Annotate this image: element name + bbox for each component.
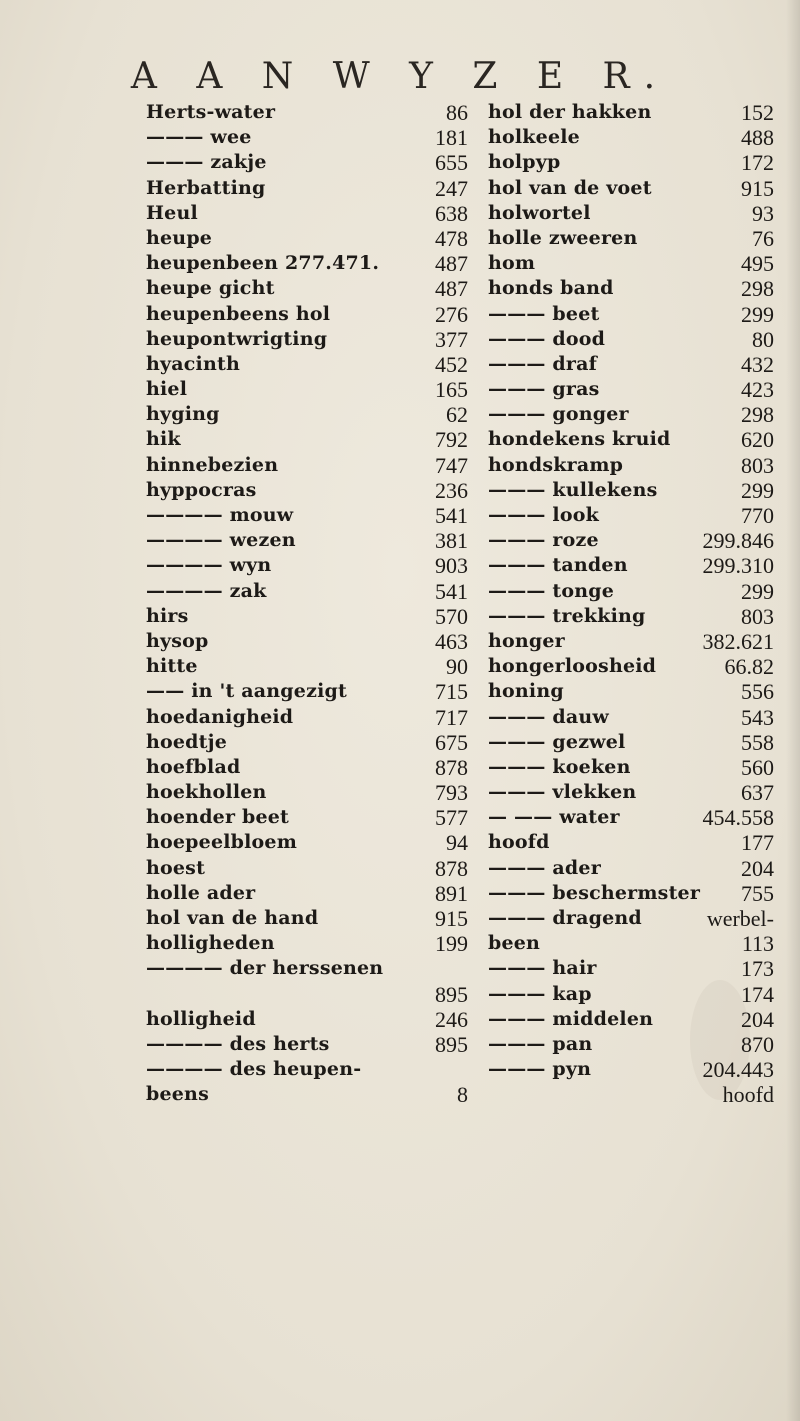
page-reference: 452 [435, 351, 468, 377]
index-entry [146, 201, 476, 226]
index-term: Herbatting [146, 176, 266, 199]
page-reference: 152 [741, 100, 774, 125]
index-term: — —— water [488, 806, 620, 829]
index-entry [488, 881, 788, 906]
page-reference: 915 [435, 906, 468, 931]
page-reference: 463 [435, 628, 468, 654]
page-reference: 181 [435, 125, 468, 151]
page-reference: 236 [435, 477, 468, 503]
page-reference: werbel- [706, 906, 774, 931]
page-reference: 541 [435, 503, 468, 528]
index-term: heupontwrigting [146, 327, 328, 350]
index-term: ———— wezen [146, 529, 296, 552]
index-entry [146, 805, 476, 830]
index-entry [146, 956, 476, 981]
spine-shadow [786, 0, 800, 1421]
index-term: ——— zakje [146, 151, 267, 174]
index-term: heupenbeen 277.471. [146, 252, 380, 275]
index-entry [146, 302, 476, 327]
index-entry [146, 1032, 476, 1057]
page-reference: 298 [741, 276, 774, 302]
index-entry [488, 604, 788, 629]
index-entry [488, 553, 788, 578]
index-term: hysop [146, 629, 209, 652]
index-entry [146, 730, 476, 755]
page-reference: 423 [741, 377, 774, 403]
index-term: ——— hair [488, 957, 597, 980]
index-term: ——— koeken [488, 755, 631, 778]
index-term: ——— ader [488, 856, 601, 879]
index-entry [146, 176, 476, 201]
index-entry [146, 251, 476, 276]
index-term: ——— beet [488, 302, 600, 325]
index-term: hoender beet [146, 806, 290, 829]
index-term: been [488, 932, 541, 955]
index-entry [146, 553, 476, 578]
index-entry [488, 1057, 788, 1082]
page-reference: 878 [435, 754, 468, 780]
page-reference: 638 [435, 200, 468, 226]
index-term: ——— tonge [488, 579, 615, 602]
index-entry [146, 755, 476, 780]
index-entry [488, 201, 788, 226]
index-term: heupe gicht [146, 277, 275, 300]
index-entry [488, 1007, 788, 1032]
index-entry [146, 478, 476, 503]
page-reference: 93 [752, 200, 774, 226]
index-entry [488, 579, 788, 604]
page-reference: 577 [435, 805, 468, 831]
page-reference: 172 [741, 150, 774, 176]
index-entry [146, 579, 476, 604]
page-reference: 570 [435, 603, 468, 629]
index-term: hik [146, 428, 181, 451]
index-entry [488, 478, 788, 503]
index-entry [146, 100, 476, 125]
page-reference: 803 [741, 603, 774, 629]
index-entry [146, 1082, 476, 1107]
page-reference: 793 [435, 780, 468, 806]
index-entry [488, 226, 788, 251]
index-term: hoofd [488, 831, 550, 854]
index-term: honger [488, 629, 565, 652]
page-reference: 173 [741, 956, 774, 982]
index-term: Heul [146, 201, 198, 224]
index-column-left [146, 100, 476, 1108]
index-term: Herts-water [146, 101, 276, 123]
index-entry [146, 1057, 476, 1082]
index-term: heupenbeens hol [146, 302, 331, 325]
page-reference: 377 [435, 326, 468, 352]
index-term: ——— tanden [488, 554, 628, 577]
index-entry [488, 730, 788, 755]
index-term: ——— vlekken [488, 781, 637, 804]
page-reference: 803 [741, 452, 774, 478]
index-entry [146, 830, 476, 855]
index-term: hol van de hand [146, 907, 319, 929]
page-reference: 637 [741, 780, 774, 806]
index-entry [146, 982, 476, 1007]
index-entry [146, 377, 476, 402]
page-reference: 432 [741, 351, 774, 377]
page-reference: 560 [741, 754, 774, 780]
index-term: ——— roze [488, 529, 599, 552]
page-reference: 478 [435, 225, 468, 251]
index-entry [488, 402, 788, 427]
index-entry [488, 629, 788, 654]
index-term: hongerloosheid [488, 655, 657, 678]
page-reference: hoofd [722, 1082, 774, 1108]
index-term: ——— look [488, 504, 599, 526]
index-term: hondekens kruid [488, 428, 671, 451]
page-reference: 870 [741, 1031, 774, 1057]
index-column-right [488, 100, 788, 1108]
page-reference: 165 [435, 377, 468, 403]
index-entry [146, 881, 476, 906]
index-term: ——— trekking [488, 604, 646, 627]
index-entry [146, 654, 476, 679]
index-term: ———— des herts [146, 1032, 330, 1055]
index-entry [488, 956, 788, 981]
page-reference: 298 [741, 402, 774, 428]
index-term: holle zweeren [488, 226, 638, 249]
index-entry [488, 327, 788, 352]
page-reference: 382.621 [702, 628, 774, 654]
index-entry [488, 755, 788, 780]
page-reference: 8 [457, 1082, 468, 1108]
page-reference: 895 [435, 1031, 468, 1057]
index-term: ——— wee [146, 126, 252, 149]
page-reference: 113 [741, 931, 774, 957]
index-term: ——— pyn [488, 1058, 592, 1081]
index-entry [146, 705, 476, 730]
index-term: holligheid [146, 1007, 256, 1030]
page-reference: 80 [752, 326, 774, 352]
page-reference: 90 [446, 654, 468, 680]
index-entry [146, 150, 476, 175]
index-entry [146, 906, 476, 931]
page-reference: 487 [435, 276, 468, 302]
page-reference: 541 [435, 578, 468, 604]
index-entry [146, 780, 476, 805]
index-term: holpyp [488, 151, 561, 174]
page-reference: 204 [741, 855, 774, 881]
index-entry [146, 125, 476, 150]
index-term: honds band [488, 277, 614, 300]
index-term: hoepeelbloem [146, 831, 298, 854]
index-entry [146, 604, 476, 629]
page-reference: 558 [741, 729, 774, 755]
index-entry [488, 982, 788, 1007]
index-entry [146, 352, 476, 377]
index-entry [146, 1007, 476, 1032]
page-reference: 895 [435, 981, 468, 1007]
index-entry [146, 327, 476, 352]
page-reference: 86 [446, 100, 468, 125]
index-term: hoest [146, 856, 206, 879]
page-reference: 204.443 [702, 1057, 774, 1083]
index-term: hoedanigheid [146, 705, 294, 728]
page-reference: 792 [435, 427, 468, 453]
index-entry [488, 251, 788, 276]
index-entry [488, 528, 788, 553]
page-reference: 903 [435, 553, 468, 579]
index-term: ——— gras [488, 378, 600, 401]
index-entry [488, 1032, 788, 1057]
page-reference: 62 [446, 402, 468, 428]
index-term: ——— middelen [488, 1007, 654, 1030]
index-term: hondskramp [488, 453, 624, 476]
index-entry [488, 125, 788, 150]
index-entry [146, 679, 476, 704]
index-term: ——— dauw [488, 705, 609, 728]
index-term: ——— kullekens [488, 478, 658, 501]
index-term: hiel [146, 378, 188, 401]
index-term: hoedtje [146, 730, 227, 753]
page-reference: 204 [741, 1006, 774, 1032]
index-entry [146, 528, 476, 553]
index-entry [488, 931, 788, 956]
index-entry [146, 931, 476, 956]
page-reference: 770 [741, 503, 774, 528]
index-entry [146, 276, 476, 301]
index-term: ——— dood [488, 327, 606, 350]
page-reference: 381 [435, 528, 468, 554]
page-reference: 276 [435, 301, 468, 327]
index-entry [146, 503, 476, 528]
index-term: hinnebezien [146, 453, 279, 476]
page-reference: 495 [741, 251, 774, 277]
index-entry [488, 654, 788, 679]
page-reference: 915 [741, 175, 774, 201]
index-term: hyppocras [146, 478, 257, 501]
page-reference: 299.310 [702, 553, 774, 579]
index-entry [146, 629, 476, 654]
index-entry [488, 302, 788, 327]
page-header: A A N W Y Z E R. [130, 56, 670, 97]
page-reference: 66.82 [724, 654, 774, 680]
page-reference: 94 [446, 830, 468, 856]
index-term: ———— des heupen- [146, 1058, 362, 1081]
page-reference: 717 [435, 704, 468, 730]
index-term: holkeele [488, 126, 580, 149]
page-reference: 299 [741, 301, 774, 327]
index-term: holligheden [146, 932, 275, 955]
page-reference: 247 [435, 175, 468, 201]
index-term: hitte [146, 655, 198, 678]
index-entry [488, 1082, 788, 1107]
index-term: ——— gonger [488, 403, 629, 426]
index-term: ———— der herssenen [146, 957, 384, 980]
index-term: —— in 't aangezigt [146, 680, 347, 703]
index-term: hoefblad [146, 755, 241, 778]
page-reference: 299.846 [702, 528, 774, 554]
index-term: ———— mouw [146, 504, 294, 526]
index-term: heupe [146, 226, 213, 249]
index-term: hol der hakken [488, 101, 652, 123]
index-term: ——— pan [488, 1032, 593, 1055]
index-term: hirs [146, 604, 189, 627]
index-term: ——— gezwel [488, 730, 626, 753]
index-entry [146, 427, 476, 452]
index-entry [488, 150, 788, 175]
index-term: hyging [146, 403, 220, 426]
index-entry [488, 830, 788, 855]
page-reference: 878 [435, 855, 468, 881]
index-term: hol van de voet [488, 176, 652, 199]
page-reference: 488 [741, 125, 774, 151]
page-reference: 454.558 [702, 805, 774, 831]
index-entry [488, 427, 788, 452]
page-reference: 891 [435, 880, 468, 906]
index-term: ——— kap [488, 982, 592, 1005]
index-term: holwortel [488, 201, 591, 224]
page-reference: 299 [741, 477, 774, 503]
page-reference: 246 [435, 1006, 468, 1032]
index-entry [488, 503, 788, 528]
page-reference: 487 [435, 251, 468, 277]
index-entry [488, 856, 788, 881]
index-term: holle ader [146, 881, 256, 904]
page-reference: 177 [741, 830, 774, 856]
page-reference: 755 [741, 880, 774, 906]
index-term: hoekhollen [146, 781, 267, 804]
index-entry [488, 276, 788, 301]
page-reference: 299 [741, 578, 774, 604]
page-reference: 76 [752, 225, 774, 251]
index-entry [146, 453, 476, 478]
index-entry [488, 453, 788, 478]
page-reference: 174 [741, 981, 774, 1007]
index-entry [488, 679, 788, 704]
index-term: beens [146, 1083, 209, 1106]
page-reference: 715 [435, 679, 468, 705]
index-entry [488, 906, 788, 931]
index-entry [488, 100, 788, 125]
page-reference: 675 [435, 729, 468, 755]
index-entry [146, 402, 476, 427]
index-entry [488, 352, 788, 377]
index-entry [488, 377, 788, 402]
index-term: ——— draf [488, 352, 597, 375]
page-reference: 747 [435, 452, 468, 478]
index-term: hyacinth [146, 352, 240, 375]
page-reference: 199 [435, 931, 468, 957]
page-reference: 655 [435, 150, 468, 176]
index-entry [488, 780, 788, 805]
index-term: ——— dragend [488, 907, 642, 929]
page-reference: 620 [741, 427, 774, 453]
page-reference: 556 [741, 679, 774, 705]
page-reference: 543 [741, 704, 774, 730]
index-entry [488, 705, 788, 730]
index-term: hom [488, 252, 536, 275]
index-entry [146, 226, 476, 251]
index-entry [488, 176, 788, 201]
index-entry [488, 805, 788, 830]
index-term: ——— beschermster [488, 881, 701, 904]
index-term: ———— zak [146, 579, 267, 602]
index-term: ———— wyn [146, 554, 272, 577]
index-entry [146, 856, 476, 881]
index-term: honing [488, 680, 564, 703]
